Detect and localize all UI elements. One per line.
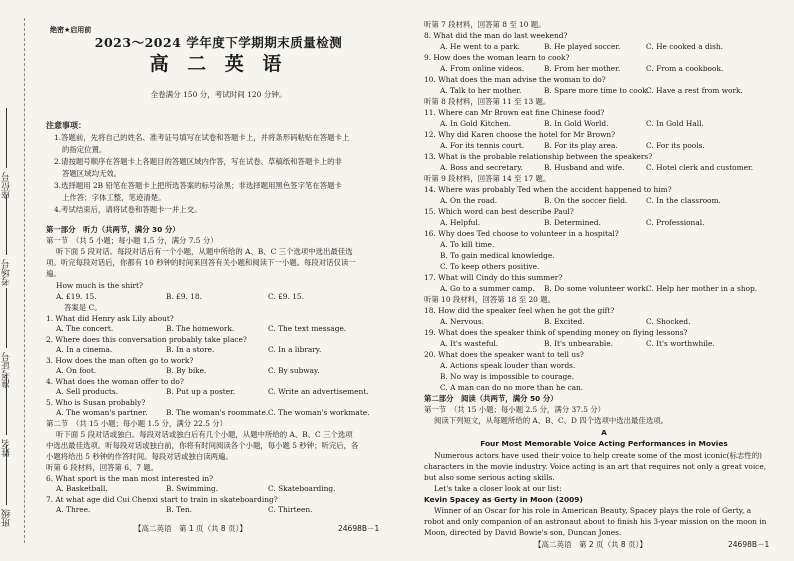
question: 18. How did the speaker feel when he got the gift? (424, 306, 615, 315)
option: A. In a cinema. (56, 345, 113, 354)
option: B. From her mother. (544, 64, 621, 73)
subject-title: 高 二 英 语 (149, 53, 288, 75)
option: B. The homework. (166, 324, 235, 333)
option: A. He went to a park. (440, 42, 521, 51)
instruction-line: 小题将给出 5 秒钟的作答时间。每段对话或独白读两遍。 (46, 452, 233, 461)
note-line: 1.答题前，先将自己的姓名、准考证号填写在试卷和答题卡上，并将条形码粘贴在答题卡上 (54, 133, 350, 142)
paper-code: 24698B－1 (728, 540, 770, 549)
instruction-line: 中选出最佳选项。听每段对话或独白前，你将有时间阅读各个小题，每小题 5 秒钟；听完后，各 (46, 441, 359, 450)
option: A. Talk to her mother. (440, 86, 522, 95)
question: 15. Which word can best describe Paul? (424, 207, 574, 216)
option: B. He played soccer. (544, 42, 621, 51)
passage-line: robot and only companion of an astronaut about to finish his 3-year mission on the moon in (424, 517, 767, 526)
option: A. The concert. (56, 324, 114, 333)
option: C. From a cookbook. (646, 64, 724, 73)
question: 6. What sport is the man most interested in? (46, 474, 214, 483)
option: B. No way is impossible to courage. (440, 372, 574, 381)
instruction-line: 项。听完每段对话后，你都有 10 秒钟的时间来回答有关小题和阅读下一小题。每段对话仅读一 (46, 258, 356, 267)
instruction-line: 阅读下列短文，从每题所给的 A、B、C、D 四个选项中选出最佳选项。 (434, 416, 668, 425)
question: 1. What did Henry ask Lily about? (46, 314, 174, 323)
option: A. Three. (56, 505, 91, 514)
cut-line (24, 18, 25, 543)
option: A. For its tennis court. (440, 141, 525, 150)
option: C. By subway. (268, 366, 320, 375)
class-label: 班级 (2, 445, 22, 527)
question: 16. Why does Ted choose to volunteer in a hospital? (424, 229, 619, 238)
question: 7. At what age did Cui Chenxi start to train in skateboarding? (46, 495, 278, 504)
exam-title: 2023～2024 学年度下学期期末质量检测 (94, 35, 343, 50)
option: B. In Gold World. (544, 119, 609, 128)
option: A. £19. 15. (56, 292, 97, 301)
option: C. He cooked a dish. (646, 42, 723, 51)
question: 13. What is the probable relationship between the speakers? (424, 152, 653, 161)
option: B. The woman's roommate. (166, 408, 269, 417)
question: 10. What does the man advise the woman to do? (424, 75, 606, 84)
note-line: 3.选择题用 2B 铅笔在答题卡上把所选答案的标号涂黑；非选择题用黑色签字笔在答题卡 (54, 181, 342, 190)
option: A. The woman's partner. (56, 408, 148, 417)
option: C. Write an advertisement. (268, 387, 369, 396)
option: B. Swimming. (166, 484, 219, 493)
option: A. From online videos. (440, 64, 525, 73)
option: A. Actions speak louder than words. (440, 361, 576, 370)
option: C. To keep others positive. (440, 262, 540, 271)
note-line: 上作答；字体工整，笔迹清楚。 (62, 193, 166, 202)
option: A. Go to a summer camp. (440, 284, 535, 293)
question: 8. What did the man do last weekend? (424, 31, 568, 40)
option: C. Professional. (646, 218, 705, 227)
section-2-heading: 第二节 （共 15 小题；每小题 1.5 分，满分 22.5 分） (46, 419, 228, 428)
note-line: 2.请按题号顺序在答题卡上各题目的答题区域内作答，写在试卷、草稿纸和答题卡上的非 (54, 157, 342, 166)
option: C. It's worthwhile. (646, 339, 715, 348)
part-2-heading: 第二部分 阅读（共两节，满分 50 分） (424, 394, 558, 403)
option: B. Excited. (544, 317, 585, 326)
option: A. Sell products. (56, 387, 119, 396)
instruction-line: 遍。 (46, 269, 61, 278)
option: B. £9. 18. (166, 292, 202, 301)
option: A. Helpful. (440, 218, 481, 227)
question: 2. Where does this conversation probably take place? (46, 335, 247, 344)
question: 4. What does the woman offer to do? (46, 377, 184, 386)
option: A. In Gold Kitchen. (440, 119, 512, 128)
passage-line: but also some serious acting skills. (424, 473, 555, 482)
seat-number-label: 座位号 (2, 108, 22, 199)
option: C. The woman's workmate. (268, 408, 370, 417)
secret-mark: 绝密★启用前 (50, 26, 92, 34)
section-1-heading: 第一节 （共 5 小题；每小题 1.5 分，满分 7.5 分） (46, 236, 218, 245)
passage-line: characters in the movie industry. Voice acting is an art that requires not only a great voice, (424, 462, 767, 471)
passage-subheading: Kevin Spacey as Gerty in Moon (2009) (424, 495, 583, 504)
instruction-line: 听下面 5 段对话或独白。每段对话或独白后有几个小题，从题中所给的 A、B、C 三个选项 (56, 430, 353, 439)
option: A. To kill time. (440, 240, 495, 249)
question: 9. How does the woman learn to cook? (424, 53, 570, 62)
question: 17. What will Cindy do this summer? (424, 273, 563, 282)
passage-line: Moon, directed by David Bowie's son, Duncan Jones. (424, 528, 622, 537)
option: B. Spare more time to cook. (544, 86, 649, 95)
option: C. The text message. (268, 324, 347, 333)
option: C. Skateboarding. (268, 484, 336, 493)
option: B. Ten. (166, 505, 192, 514)
option: B. To gain medical knowledge. (440, 251, 555, 260)
option: C. Have a rest from work. (646, 86, 743, 95)
score-info: 全卷满分 150 分，考试时间 120 分钟。 (150, 90, 287, 99)
option: C. In Gold Hall. (646, 119, 704, 128)
note-line: 答题区域均无效。 (62, 169, 122, 178)
option: B. Put up a poster. (166, 387, 236, 396)
passage-line: Numerous actors have used their voice to help create some of the most iconic(标志性的) (434, 451, 762, 460)
option: C. Hotel clerk and customer. (646, 163, 754, 172)
binding-margin (0, 0, 40, 561)
question: 12. Why did Karen choose the hotel for Mr Brown? (424, 130, 616, 139)
passage-line: Winner of an Oscar for his role in American Beauty, Spacey plays the role of Gerty, a (434, 506, 752, 515)
passage-title: Four Most Memorable Voice Acting Performances in Movies (480, 439, 728, 448)
option: C. Thirteen. (268, 505, 313, 514)
option: B. Husband and wife. (544, 163, 625, 172)
instruction-line: 听下面 5 段对话。每段对话后有一个小题，从题中所给的 A、B、C 三个选项中选出最佳选 (56, 247, 353, 256)
material-heading: 听第 7 段材料，回答第 8 至 10 题。 (424, 20, 546, 29)
material-heading: 听第 10 段材料，回答第 18 至 20 题。 (424, 295, 555, 304)
option: B. It's unbearable. (544, 339, 613, 348)
option: B. Determined. (544, 218, 601, 227)
option: B. By bike. (166, 366, 207, 375)
material-heading: 听第 6 段材料，回答第 6、7 题。 (46, 463, 159, 472)
option: A. On foot. (56, 366, 97, 375)
option: B. For its play area. (544, 141, 618, 150)
paper-code: 24698B－1 (338, 524, 380, 533)
question: 3. How does the man often go to work? (46, 356, 194, 365)
name-label: 姓名 (2, 375, 22, 457)
page-1 (46, 0, 391, 561)
material-heading: 听第 8 段材料，回答第 11 至 13 题。 (424, 97, 551, 106)
example-question: How much is the shirt? (56, 281, 143, 290)
section-heading: 第一节 （共 15 小题；每小题 2.5 分，满分 37.5 分） (424, 405, 606, 414)
page-2 (424, 0, 784, 561)
example-answer: 答案是 C。 (64, 303, 102, 312)
option: C. A man can do no more than he can. (440, 383, 584, 392)
option: B. On the soccer field. (544, 196, 628, 205)
exam-room-label: 考场号 (2, 195, 22, 286)
ticket-number-label: 准考证号 (2, 288, 22, 388)
material-heading: 听第 9 段材料，回答第 14 至 17 题。 (424, 174, 551, 183)
option: C. In a library. (268, 345, 322, 354)
page-footer: 【高二英语 第 1 页（共 8 页）】 (134, 524, 247, 533)
option: A. Boss and secretary. (440, 163, 523, 172)
option: A. Nervous. (440, 317, 484, 326)
option: A. Basketball. (56, 484, 108, 493)
part-1-heading: 第一部分 听力（共两节，满分 30 分） (46, 225, 180, 234)
question: 20. What does the speaker want to tell us? (424, 350, 584, 359)
page-footer: 【高二英语 第 2 页（共 8 页）】 (534, 540, 647, 549)
question: 14. Where was probably Ted when the accident happened to him? (424, 185, 672, 194)
option: C. Shocked. (646, 317, 691, 326)
option: C. For its pools. (646, 141, 705, 150)
question: 11. Where can Mr Brown eat fine Chinese food? (424, 108, 605, 117)
note-line: 的指定位置。 (62, 145, 107, 154)
question: 19. What does the speaker think of spending money on flying lessons? (424, 328, 688, 337)
option: C. Help her mother in a shop. (646, 284, 758, 293)
option: A. It's wasteful. (440, 339, 499, 348)
passage-line: Let's take a closer look at our list: (434, 484, 562, 493)
option: B. Do some volunteer work. (544, 284, 649, 293)
option: C. In the classroom. (646, 196, 721, 205)
notes-heading: 注意事项： (46, 121, 86, 130)
note-line: 4.考试结束后，请将试卷和答题卡一并上交。 (54, 205, 202, 214)
option: C. £9. 15. (268, 292, 304, 301)
question: 5. Who is Susan probably? (46, 398, 146, 407)
option: A. On the road. (440, 196, 498, 205)
passage-letter: A (601, 428, 607, 437)
option: B. In a store. (166, 345, 215, 354)
